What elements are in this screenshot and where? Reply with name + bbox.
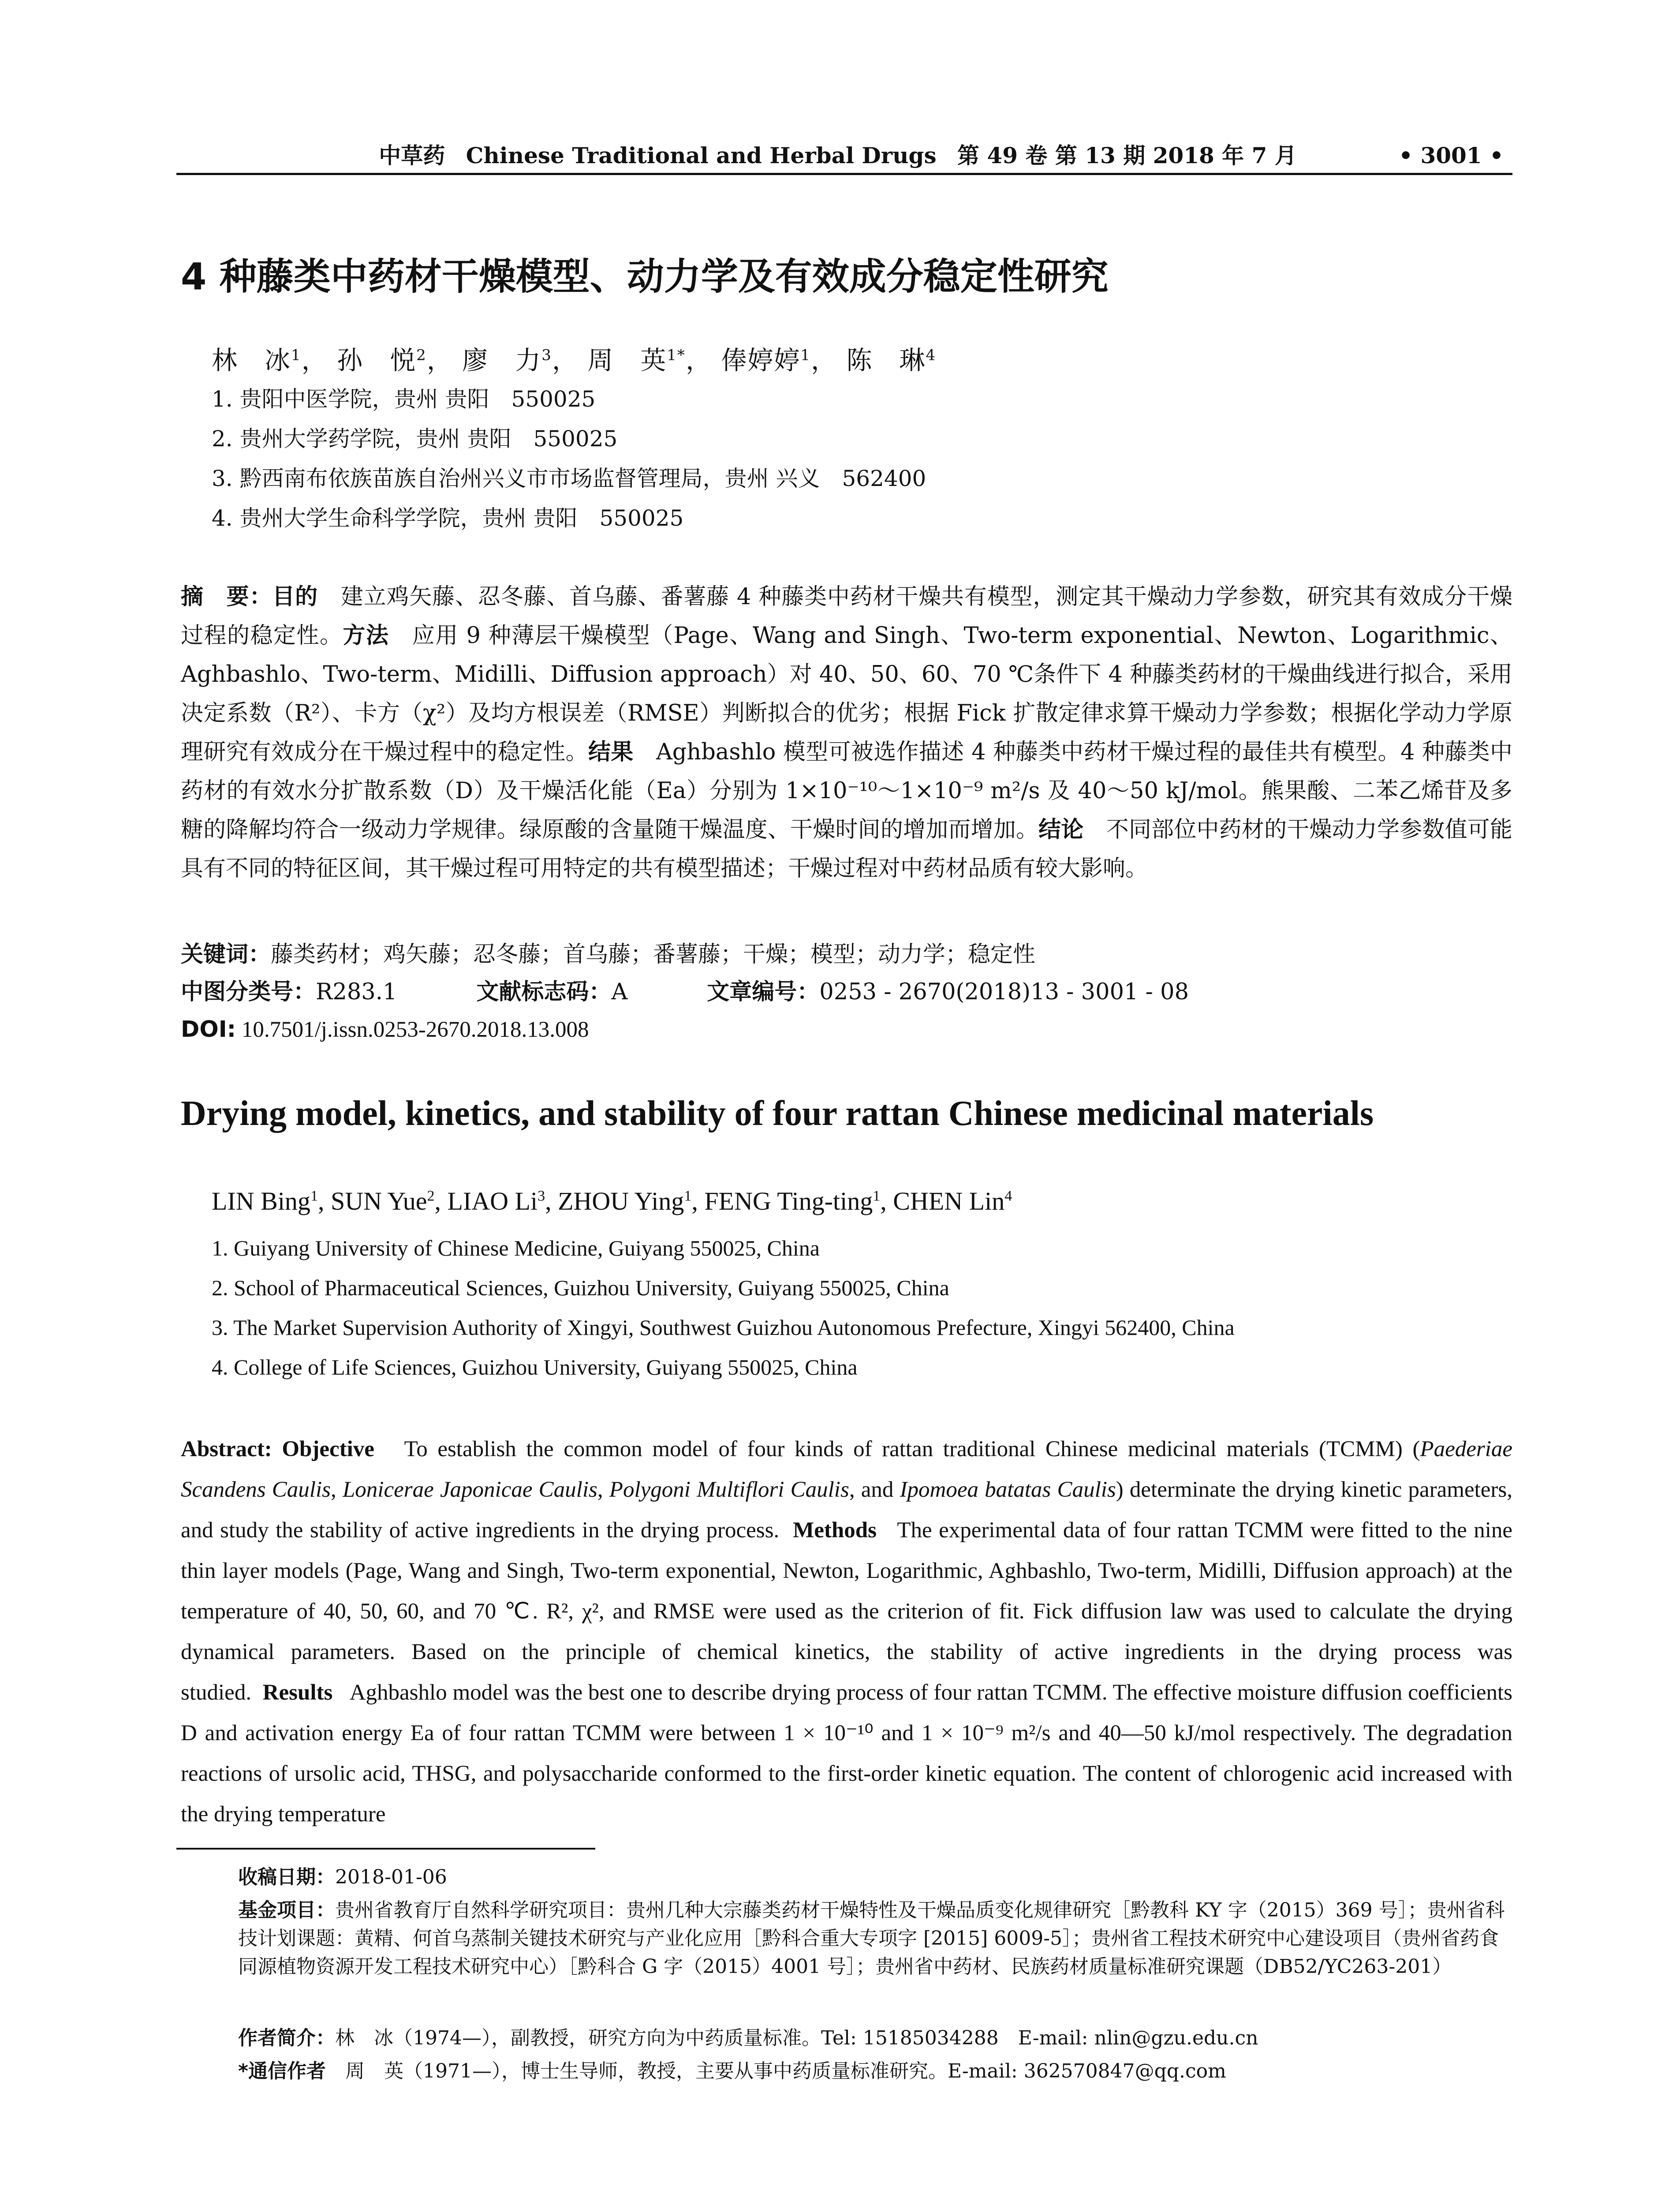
abstract-objective-label: Abstract: Objective (181, 1437, 374, 1461)
affiliation-cn: 3. 黔西南布依族苗族自治州兴义市市场监督管理局，贵州 兴义 562400 (212, 466, 926, 491)
keywords-text: 藤类药材；鸡矢藤；忍冬藤；首乌藤；番薯藤；干燥；模型；动力学；稳定性 (271, 942, 1036, 968)
author-sup: 2 (416, 346, 427, 364)
clc-label: 中图分类号： (181, 979, 316, 1005)
author-sup: 4 (926, 346, 937, 364)
author-name-en: FENG Ting-ting (704, 1187, 873, 1215)
author-name: 孙 悦 (337, 345, 417, 375)
author-sup: 4 (1004, 1188, 1012, 1204)
species-name: Ipomoea batatas Caulis (900, 1477, 1116, 1502)
keywords-cn (181, 939, 1035, 970)
author-name-en: LIN Bing (212, 1187, 310, 1215)
corresponding-label: *通信作者 (238, 2060, 326, 2082)
author-sup: 1 (873, 1188, 881, 1204)
objective-text-a: To establish the common model of four kinds of rattan traditional Chinese medicinal materials (TCMM) ( (404, 1437, 1420, 1461)
methods-label-en: Methods (793, 1518, 877, 1543)
doc-code-value: A (611, 979, 628, 1005)
affiliation-en: 2. School of Pharmaceutical Sciences, Guizhou University, Guiyang 550025, China (212, 1275, 949, 1300)
affiliation-cn: 2. 贵州大学药学院，贵州 贵阳 550025 (212, 426, 618, 452)
author-name: 周 英 (587, 345, 667, 375)
title-cn: 4 种藤类中药材干燥模型、动力学及有效成分稳定性研究 (181, 255, 1109, 298)
conclusion-label: 结论 (1038, 817, 1084, 843)
author-name: 廖 力 (462, 345, 542, 375)
author-sup: 1 (310, 1188, 318, 1204)
article-no-label: 文章编号： (707, 979, 820, 1005)
running-header (176, 140, 1512, 175)
affiliation-cn: 1. 贵阳中医学院，贵州 贵阳 550025 (212, 386, 596, 412)
separator: , (597, 1477, 609, 1502)
doc-code-label: 文献标志码： (476, 979, 612, 1005)
received-value: 2018-01-06 (335, 1866, 447, 1888)
classification-line (181, 977, 1189, 1008)
affiliation-en: 1. Guiyang University of Chinese Medicine, Guiyang 550025, China (212, 1236, 820, 1260)
abstract-cn (181, 578, 1512, 888)
author-name: 俸婷婷 (721, 345, 801, 375)
affiliation-cn: 4. 贵州大学生命科学学院，贵州 贵阳 550025 (212, 505, 684, 531)
article-no-value: 0253 - 2670(2018)13 - 3001 - 08 (819, 979, 1189, 1005)
doi-label: DOI: (181, 1017, 236, 1043)
separator: , and (849, 1477, 900, 1502)
conclusion-text: 不同部位中药材的干燥动力学参数值可能具有不同的特征区间，其干燥过程可用特定的共有模型描述；干燥过程对中药材品质有较大影响。 (181, 817, 1512, 882)
received-date (238, 1863, 1517, 1891)
affiliation-en: 3. The Market Supervision Authority of Xingyi, Southwest Guizhou Autonomous Prefecture, Xingyi 562400, China (212, 1315, 1235, 1340)
methods-label: 方法 (343, 623, 389, 649)
authors-cn: 林 冰$^1$， 孙 悦$^2$， 廖 力$^3$， 周 英$^{1*}$， 俸婷婷$^1$， 陈 琳$^4$ (212, 345, 937, 375)
journal-name-cn: 中草药 (379, 142, 445, 168)
results-label: 结果 (588, 739, 634, 765)
results-text: Aghbashlo 模型可被选作描述 4 种藤类中药材干燥过程的最佳共有模型。4 种藤类中药材的有效水分扩散系数（D）及干燥活化能（Ea）分别为 1×10⁻¹⁰～1×10⁻⁹ m²/s 及 40～50 kJ/mol。熊果酸、二苯乙烯苷及多糖的降解均符合一级动力学规律。绿原酸的含量随干燥温度、干燥时间的增加而增加。 (181, 739, 1512, 843)
page-number: • 3001 • (1399, 142, 1504, 168)
corresponding-author (238, 2057, 1517, 2085)
author-sup: 3 (541, 346, 552, 364)
author-sup: 1 (800, 346, 811, 364)
author-bio-text: 林 冰（1974—），副教授，研究方向为中药质量标准。Tel: 15185034288 E-mail: nlin@gzu.edu.cn (335, 2027, 1258, 2049)
methods-text: 应用 9 种薄层干燥模型（Page、Wang and Singh、Two-term exponential、Newton、Logarithmic、Aghbashlo、Two-term、Midilli、Diffusion approach）对 40、50、60、70 ℃条件下 4 种藤类药材的干燥曲线进行拟合，采用决定系数（R²）、卡方（χ²）及均方根误差（RMSE）判断拟合的优劣；根据 Fick 扩散定律求算干燥动力学参数；根据化学动力学原理研究有效成分在干燥过程中的稳定性。 (181, 623, 1512, 765)
author-sup: 2 (427, 1188, 435, 1204)
funding-label: 基金项目： (238, 1899, 335, 1921)
doi-link[interactable]: 10.7501/j.issn.0253-2670.2018.13.008 (241, 1017, 589, 1042)
author-sup: 1 (291, 346, 302, 364)
journal-name-en: Chinese Traditional and Herbal Drugs (466, 142, 937, 168)
authors-en: LIN Bing$^1$, SUN Yue$^2$, LIAO Li$^3$, ZHOU Ying$^1$, FENG Ting-ting$^1$, CHEN Lin$^4$ (212, 1187, 1012, 1215)
results-text-en: Aghbashlo model was the best one to describe drying process of four rattan TCMM. The effective moisture diffusion coefficients D and activation energy Ea of four rattan TCMM were between 1 × 10⁻¹⁰ and 1 × 10⁻⁹ m²/s and 40—50 kJ/mol respectively. The degradation reactions of ursolic acid, THSG, and polysaccharide conformed to the first-order kinetic equation. The content of chlorogenic acid increased with the drying temperature (181, 1680, 1513, 1827)
keywords-label: 关键词： (181, 942, 271, 968)
results-label-en: Results (262, 1680, 333, 1705)
author-name-en: ZHOU Ying (558, 1187, 684, 1215)
objective-text-b: ) determinate the drying kinetic parameters, and study the stability of active ingredients in the drying process. (181, 1477, 1512, 1543)
author-name: 林 冰 (212, 345, 291, 375)
clc-value: R283.1 (316, 979, 397, 1005)
species-name: Polygoni Multiflori Caulis (609, 1477, 849, 1502)
corresponding-text: 周 英（1971—），博士生导师，教授，主要从事中药质量标准研究。E-mail: 362570847@qq.com (345, 2060, 1226, 2082)
doi-line (181, 1014, 589, 1045)
author-sup: 1 (684, 1188, 692, 1204)
species-name: Paederiae Scandens Caulis (181, 1437, 1512, 1502)
author-name-en: CHEN Lin (893, 1187, 1005, 1215)
footnote-divider (176, 1848, 595, 1850)
author-name-en: LIAO Li (447, 1187, 538, 1215)
author-name-en: SUN Yue (330, 1187, 427, 1215)
objective-label: 目的 (272, 584, 318, 610)
title-en: Drying model, kinetics, and stability of four rattan Chinese medicinal materials (181, 1094, 1374, 1133)
funding (238, 1896, 1517, 1981)
objective-text: 建立鸡矢藤、忍冬藤、首乌藤、番薯藤 4 种藤类中药材干燥共有模型，测定其干燥动力学参数，研究其有效成分干燥过程的稳定性。 (181, 584, 1512, 649)
abstract-en (181, 1429, 1512, 1835)
author-sup: 1* (667, 346, 686, 364)
received-label: 收稿日期： (238, 1866, 335, 1888)
funding-text: 贵州省教育厅自然科学研究项目：贵州几种大宗藤类药材干燥特性及干燥品质变化规律研究［黔教科 KY 字（2015）369 号］；贵州省科技计划课题：黄精、何首乌蒸制关键技术研究与产业化应用［黔科合重大专项字 [2015] 6009-5］；贵州省工程技术研究中心建设项目（贵州省药食同源植物资源开发工程技术研究中心）［黔科合 G 字（2015）4001 号］；贵州省中药材、民族药材质量标准研究课题（DB52/YC263-201） (238, 1899, 1505, 1978)
affiliation-en: 4. College of Life Sciences, Guizhou University, Guiyang 550025, China (212, 1355, 858, 1379)
author-sup: 3 (538, 1188, 545, 1204)
abstract-label: 摘 要： (181, 584, 273, 610)
methods-text-en: The experimental data of four rattan TCMM were fitted to the nine thin layer models (Page, Wang and Singh, Two-term exponential, Newton, Logarithmic, Aghbashlo, Two-term, Midilli, Diffusion approach) at the temperature of 40, 50, 60, and 70 ℃. R², χ², and RMSE were used as the criterion of fit. Fick diffusion law was used to calculate the drying dynamical parameters. Based on the principle of chemical kinetics, the stability of active ingredients in the drying process was studied. (181, 1518, 1513, 1705)
author-name: 陈 琳 (846, 345, 926, 375)
separator: , (331, 1477, 343, 1502)
author-bio (238, 2024, 1517, 2052)
issue-info: 第 49 卷 第 13 期 2018 年 7 月 (957, 142, 1297, 168)
author-bio-label: 作者简介： (238, 2027, 335, 2049)
species-name: Lonicerae Japonicae Caulis (342, 1477, 597, 1502)
